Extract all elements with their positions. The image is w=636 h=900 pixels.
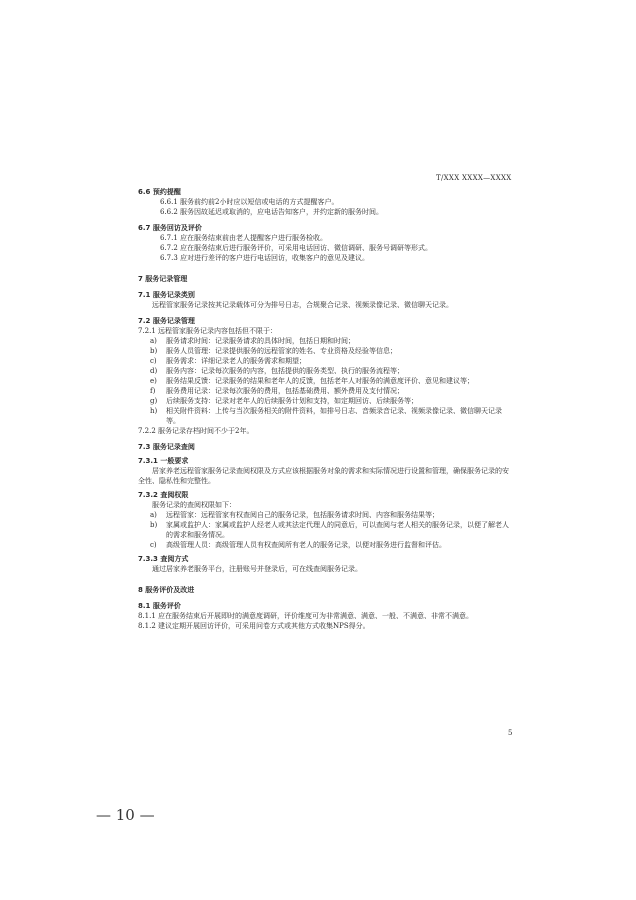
list-item [138, 386, 514, 396]
clause-8-1-2: 8.1.2 建议定期开展回访评价，可采用问卷方式或其他方式收集NPS得分。 [138, 622, 370, 630]
document-code: T/XXX XXXX—XXXX [436, 174, 512, 182]
section-7-3-heading: 7.3 服务记录查阅 [138, 443, 195, 451]
list-text: 后续服务支持：记录对老年人的后续服务计划和支持，如定期回访、后续服务等； [166, 397, 418, 405]
list-item [138, 510, 514, 520]
list-letter: f) [150, 387, 156, 395]
section-7-1-heading: 7.1 服务记录类别 [138, 291, 195, 299]
list-item [138, 336, 514, 346]
clause-6-7-3: 6.7.3 应对进行差评的客户进行电话回访，收集客户的意见及建议。 [160, 254, 370, 262]
list-item [138, 540, 514, 550]
clause-8-1-1: 8.1.1 应在服务结束后开展即时的满意度调研，评价维度可为非常满意、满意、一般、不满意、非常不满意。 [138, 612, 474, 620]
list-text: 服务费用记录：记录每次服务的费用，包括基础费用、额外费用及支付情况； [166, 387, 404, 395]
section-6-6-heading: 6.6 预约提醒 [138, 188, 181, 196]
list-letter: b) [150, 347, 158, 355]
chapter-7-heading: 7 服务记录管理 [138, 275, 188, 283]
list-text: 服务结果反馈：记录服务的结果和老年人的反馈，包括老年人对服务的满意度评价、意见和建议等； [166, 377, 474, 385]
list-text: 服务需求：详细记录老人的服务需求和期望； [166, 357, 306, 365]
clause-7-2-1: 7.2.1 远程管家服务记录内容包括但不限于： [138, 327, 278, 335]
list-item [138, 520, 514, 540]
list-text: 服务内容：记录每次服务的内容，包括提供的服务类型、执行的服务流程等； [166, 367, 404, 375]
clause-7-2-2: 7.2.2 服务记录存档时间不少于2年。 [138, 427, 254, 435]
record-content-list [138, 336, 514, 426]
list-item [138, 376, 514, 386]
list-letter: h) [150, 407, 158, 415]
clause-7-3-3-text: 通过居家养老服务平台，注册账号并登录后，可在线查阅服务记录。 [152, 565, 362, 573]
clause-7-3-3-heading: 7.3.3 查阅方式 [138, 555, 189, 563]
clause-7-3-1-text: 居家养老远程管家服务记录查阅权限及方式应该根据服务对象的需求和实际情况进行设置和管理，确保服务记录的安全性、隐私性和完整性。 [138, 467, 509, 485]
list-item [138, 406, 514, 426]
list-letter: b) [150, 521, 158, 529]
list-text: 高级管理人员：高级管理人员有权查阅所有老人的服务记录，以便对服务进行监督和评估。 [166, 541, 446, 549]
section-7-1-text: 远程管家服务记录按其记录载体可分为排号日志，合规聚合记录、视频录像记录、微信聊天记录。 [152, 301, 453, 309]
clause-6-7-2: 6.7.2 应在服务结束后进行服务评价，可采用电话回访、微信调研、服务号调研等形式。 [160, 244, 433, 252]
list-letter: e) [150, 377, 157, 385]
list-item [138, 366, 514, 376]
section-7-2-heading: 7.2 服务记录管理 [138, 317, 195, 325]
clause-6-6-1: 6.6.1 服务前约前2小时应以短信或电话的方式提醒客户。 [160, 198, 339, 206]
section-6-7-heading: 6.7 服务回访及评价 [138, 224, 202, 232]
list-text: 远程管家：远程管家有权查阅自己的服务记录，包括服务请求时间、内容和服务结果等； [166, 511, 439, 519]
list-item [138, 356, 514, 366]
clause-7-3-1-heading: 7.3.1 一般要求 [138, 457, 189, 465]
chapter-8-heading: 8 服务评价及改进 [138, 586, 195, 594]
clause-7-3-2-heading: 7.3.2 查阅权限 [138, 491, 189, 499]
clause-6-6-2: 6.6.2 服务因故延迟或取消的，应电话告知客户，并约定新的服务时间。 [160, 208, 384, 216]
list-letter: a) [150, 511, 157, 519]
list-item [138, 346, 514, 356]
list-item [138, 396, 514, 406]
clause-6-7-1: 6.7.1 应在服务结束前由老人提醒客户进行服务检收。 [160, 234, 328, 242]
list-letter: g) [150, 397, 158, 405]
footer-page-label: — 10 — [96, 806, 155, 824]
list-letter: d) [150, 367, 158, 375]
section-8-1-heading: 8.1 服务评价 [138, 602, 181, 610]
list-letter: c) [150, 357, 157, 365]
list-text: 服务请求时间：记录服务请求的具体时间，包括日期和时间； [166, 337, 355, 345]
access-permission-list [138, 510, 514, 550]
page-number: 5 [508, 729, 513, 737]
list-text: 家属或监护人：家属或监护人经老人或其法定代理人的同意后，可以查阅与老人相关的服务记录，以便了解老人的需求和服务情况。 [166, 521, 509, 539]
list-text: 服务人员管理：记录提供服务的远程管家的姓名、专业资格及经验等信息； [166, 347, 397, 355]
list-letter: a) [150, 337, 157, 345]
list-letter: c) [150, 541, 157, 549]
clause-7-3-2-lead: 服务记录的查阅权限如下： [152, 501, 236, 509]
document-body [138, 187, 514, 631]
list-text: 相关附件资料：上传与当次服务相关的附件资料，如排号日志、音频录音记录、视频录像记录、微信聊天记录等。 [166, 407, 502, 425]
